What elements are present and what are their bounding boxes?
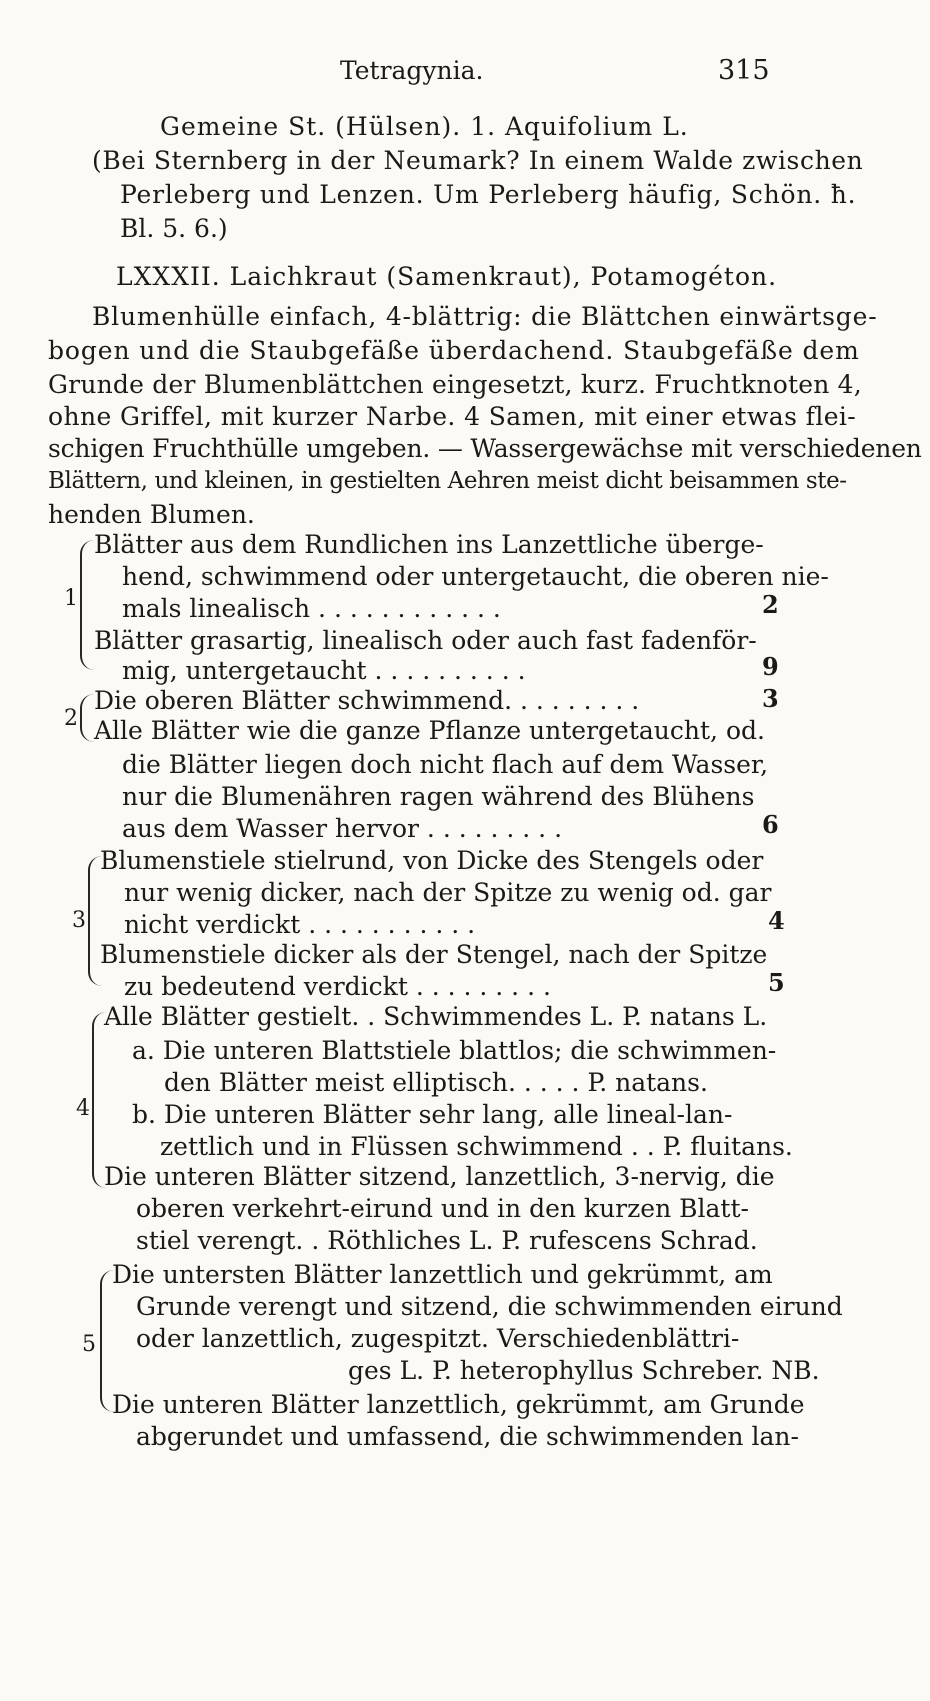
- desc-line-4: ohne Griffel, mit kurzer Narbe. 4 Samen, mit einer etwas flei-: [48, 402, 857, 431]
- couplet-4-line-8: stiel verengt. . Röthliches L. P. rufescens Schrad.: [136, 1226, 758, 1255]
- couplet-3b-line-2: zu bedeutend verdickt . . . . . . . . .: [124, 972, 551, 1001]
- couplet-3a-line-1: Blumenstiele stielrund, von Dicke des Stengels oder: [100, 846, 764, 875]
- running-title: Tetragynia.: [340, 56, 484, 85]
- desc-line-5: schigen Fruchthülle umgeben. — Wassergewächse mit verschiedenen: [48, 434, 922, 463]
- couplet-2a-ref: 3: [762, 684, 779, 713]
- couplet-2b-line-4: aus dem Wasser hervor . . . . . . . . .: [122, 814, 563, 843]
- couplet-1a-line-1: Blätter aus dem Rundlichen ins Lanzettliche überge-: [94, 530, 764, 559]
- ilex-line-3: Perleberg und Lenzen. Um Perleberg häufig, Schön. ħ.: [120, 180, 857, 209]
- page-number: 315: [718, 55, 770, 86]
- couplet-1a-line-3: mals linealisch . . . . . . . . . . . .: [122, 594, 501, 623]
- couplet-4-line-5: zettlich und in Flüssen schwimmend . . P. fluitans.: [160, 1132, 793, 1161]
- desc-line-1: Blumenhülle einfach, 4-blättrig: die Blättchen einwärtsge-: [92, 302, 878, 331]
- couplet-1a-line-2: hend, schwimmend oder untergetaucht, die oberen nie-: [122, 562, 829, 591]
- couplet-brace-1: [80, 540, 94, 670]
- couplet-brace-2: [80, 694, 94, 742]
- couplet-4-line-7: oberen verkehrt-eirund und in den kurzen Blatt-: [136, 1194, 749, 1223]
- couplet-3b-ref: 5: [768, 968, 785, 997]
- couplet-1a-ref: 2: [762, 590, 779, 619]
- couplet-5-line-4: ges L. P. heterophyllus Schreber. NB.: [348, 1356, 820, 1385]
- genus-heading: LXXXII. Laichkraut (Samenkraut), Potamogéton.: [116, 262, 778, 291]
- couplet-1b-line-1: Blätter grasartig, linealisch oder auch fast fadenför-: [94, 626, 757, 655]
- couplet-4-line-6: Die unteren Blätter sitzend, lanzettlich, 3-nervig, die: [104, 1162, 775, 1191]
- couplet-3a-ref: 4: [768, 906, 785, 935]
- couplet-5-line-3: oder lanzettlich, zugespitzt. Verschiedenblättri-: [136, 1324, 740, 1353]
- couplet-3a-line-3: nicht verdickt . . . . . . . . . . .: [124, 910, 476, 939]
- couplet-5-line-2: Grunde verengt und sitzend, die schwimmenden eirund: [136, 1292, 843, 1321]
- couplet-4-line-1: Alle Blätter gestielt. . Schwimmendes L. P. natans L.: [104, 1002, 768, 1031]
- couplet-2a-line-1: Die oberen Blätter schwimmend. . . . . . . . .: [94, 686, 640, 715]
- couplet-number-4: 4: [76, 1096, 90, 1121]
- couplet-4-line-3: den Blätter meist elliptisch. . . . . P. natans.: [164, 1068, 708, 1097]
- couplet-number-5: 5: [82, 1332, 96, 1357]
- couplet-2b-ref: 6: [762, 810, 779, 839]
- couplet-number-3: 3: [72, 908, 86, 933]
- ilex-line-4: Bl. 5. 6.): [120, 214, 228, 243]
- couplet-4-line-4: b. Die unteren Blätter sehr lang, alle lineal-lan-: [132, 1100, 733, 1129]
- couplet-2b-line-3: nur die Blumenähren ragen während des Blühens: [122, 782, 755, 811]
- ilex-line-2: (Bei Sternberg in der Neumark? In einem Walde zwischen: [92, 146, 864, 175]
- couplet-5-line-5: Die unteren Blätter lanzettlich, gekrümmt, am Grunde: [112, 1390, 805, 1419]
- couplet-4-line-2: a. Die unteren Blattstiele blattlos; die schwimmen-: [132, 1036, 777, 1065]
- couplet-3b-line-1: Blumenstiele dicker als der Stengel, nach der Spitze: [100, 940, 768, 969]
- couplet-2b-line-2: die Blätter liegen doch nicht flach auf dem Wasser,: [122, 750, 769, 779]
- couplet-1b-line-2: mig, untergetaucht . . . . . . . . . .: [122, 656, 526, 685]
- couplet-number-1: 1: [64, 586, 78, 611]
- desc-line-6: Blättern, und kleinen, in gestielten Aehren meist dicht beisammen ste-: [48, 468, 847, 494]
- couplet-5-line-6: abgerundet und umfassend, die schwimmenden lan-: [136, 1422, 799, 1451]
- desc-line-7: henden Blumen.: [48, 500, 255, 529]
- ilex-line-1: Gemeine St. (Hülsen). 1. Aquifolium L.: [160, 112, 689, 141]
- desc-line-3: Grunde der Blumenblättchen eingesetzt, kurz. Fruchtknoten 4,: [48, 370, 862, 399]
- couplet-3a-line-2: nur wenig dicker, nach der Spitze zu wenig od. gar: [124, 878, 772, 907]
- desc-line-2: bogen und die Staubgefäße überdachend. Staubgefäße dem: [48, 336, 860, 365]
- couplet-1b-ref: 9: [762, 652, 779, 681]
- couplet-5-line-1: Die untersten Blätter lanzettlich und gekrümmt, am: [112, 1260, 773, 1289]
- couplet-number-2: 2: [64, 706, 78, 731]
- couplet-2b-line-1: Alle Blätter wie die ganze Pflanze untergetaucht, od.: [94, 716, 765, 745]
